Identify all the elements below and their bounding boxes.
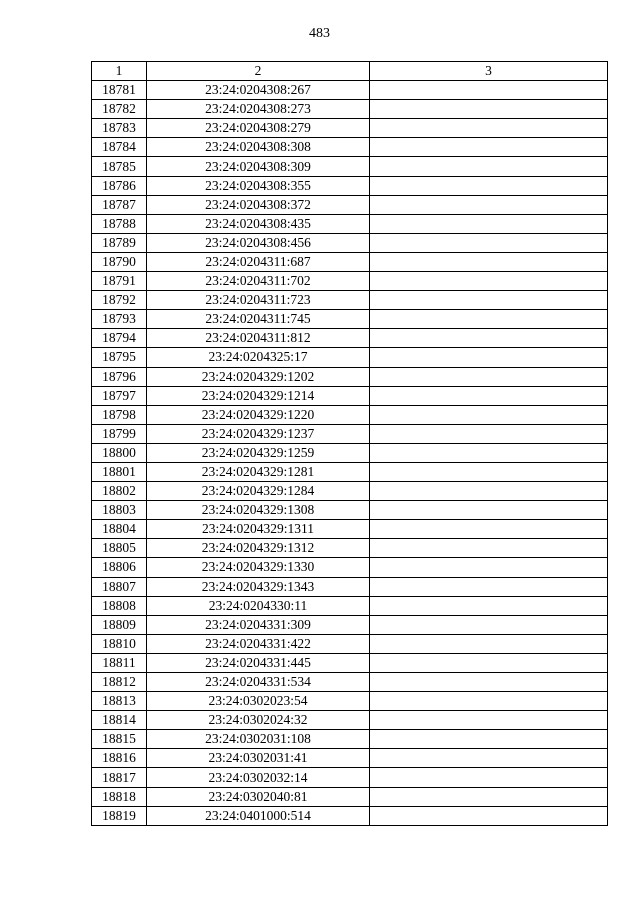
row-number-cell: 18791 [92,272,147,291]
note-cell [370,749,608,768]
row-number-cell: 18809 [92,615,147,634]
table-row [92,787,608,806]
cadastral-number-cell: 23:24:0204329:1237 [147,424,370,443]
cadastral-number-cell: 23:24:0204329:1281 [147,462,370,481]
cadastral-number-cell: 23:24:0204308:355 [147,176,370,195]
table-row [92,214,608,233]
table-header-row [92,62,608,81]
note-cell [370,214,608,233]
column-header-1: 1 [92,62,147,81]
row-number-cell: 18819 [92,806,147,825]
note-cell [370,634,608,653]
table-row [92,482,608,501]
cadastral-number-cell: 23:24:0204311:812 [147,329,370,348]
note-cell [370,577,608,596]
note-cell [370,348,608,367]
cadastral-number-cell: 23:24:0204331:445 [147,653,370,672]
row-number-cell: 18787 [92,195,147,214]
cadastral-number-cell: 23:24:0302024:32 [147,711,370,730]
table-row [92,81,608,100]
row-number-cell: 18802 [92,482,147,501]
note-cell [370,673,608,692]
row-number-cell: 18817 [92,768,147,787]
row-number-cell: 18781 [92,81,147,100]
note-cell [370,539,608,558]
note-cell [370,291,608,310]
table-row [92,749,608,768]
row-number-cell: 18785 [92,157,147,176]
cadastral-number-cell: 23:24:0204331:534 [147,673,370,692]
table-row [92,367,608,386]
row-number-cell: 18798 [92,405,147,424]
cadastral-number-cell: 23:24:0302032:14 [147,768,370,787]
table-row [92,252,608,271]
table-row [92,157,608,176]
note-cell [370,462,608,481]
table-row [92,806,608,825]
cadastral-number-cell: 23:24:0204329:1214 [147,386,370,405]
table-row [92,634,608,653]
note-cell [370,520,608,539]
table-row [92,329,608,348]
cadastral-number-cell: 23:24:0204325:17 [147,348,370,367]
table-row [92,195,608,214]
table-row [92,501,608,520]
note-cell [370,100,608,119]
row-number-cell: 18782 [92,100,147,119]
cadastral-number-cell: 23:24:0302040:81 [147,787,370,806]
table-row [92,711,608,730]
cadastral-number-cell: 23:24:0204308:279 [147,119,370,138]
page-number: 483 [309,26,330,41]
note-cell [370,119,608,138]
row-number-cell: 18806 [92,558,147,577]
cadastral-number-cell: 23:24:0204308:309 [147,157,370,176]
cadastral-number-cell: 23:24:0401000:514 [147,806,370,825]
row-number-cell: 18814 [92,711,147,730]
row-number-cell: 18800 [92,443,147,462]
row-number-cell: 18783 [92,119,147,138]
note-cell [370,730,608,749]
row-number-cell: 18786 [92,176,147,195]
cadastral-number-cell: 23:24:0302031:41 [147,749,370,768]
row-number-cell: 18796 [92,367,147,386]
table-row [92,272,608,291]
cadastral-number-cell: 23:24:0204329:1343 [147,577,370,596]
cadastral-number-cell: 23:24:0204329:1330 [147,558,370,577]
note-cell [370,787,608,806]
row-number-cell: 18813 [92,692,147,711]
table-row [92,462,608,481]
column-header-2: 2 [147,62,370,81]
registry-table [91,61,608,826]
cadastral-number-cell: 23:24:0204311:687 [147,252,370,271]
cadastral-number-cell: 23:24:0204329:1312 [147,539,370,558]
note-cell [370,233,608,252]
cadastral-number-cell: 23:24:0204311:723 [147,291,370,310]
table-row [92,673,608,692]
note-cell [370,501,608,520]
cadastral-number-cell: 23:24:0204329:1311 [147,520,370,539]
table-row [92,539,608,558]
row-number-cell: 18790 [92,252,147,271]
table-row [92,233,608,252]
table-row [92,653,608,672]
cadastral-number-cell: 23:24:0204308:308 [147,138,370,157]
row-number-cell: 18805 [92,539,147,558]
table-row [92,100,608,119]
table-row [92,424,608,443]
table-row [92,692,608,711]
table-row [92,119,608,138]
row-number-cell: 18784 [92,138,147,157]
note-cell [370,405,608,424]
note-cell [370,653,608,672]
cadastral-number-cell: 23:24:0204308:456 [147,233,370,252]
table-row [92,138,608,157]
cadastral-number-cell: 23:24:0302023:54 [147,692,370,711]
note-cell [370,195,608,214]
table-row [92,310,608,329]
table-row [92,405,608,424]
row-number-cell: 18815 [92,730,147,749]
row-number-cell: 18793 [92,310,147,329]
note-cell [370,615,608,634]
table-row [92,558,608,577]
cadastral-number-cell: 23:24:0204308:435 [147,214,370,233]
cadastral-number-cell: 23:24:0204329:1284 [147,482,370,501]
table-row [92,443,608,462]
row-number-cell: 18808 [92,596,147,615]
row-number-cell: 18792 [92,291,147,310]
row-number-cell: 18816 [92,749,147,768]
table-row [92,291,608,310]
row-number-cell: 18788 [92,214,147,233]
cadastral-number-cell: 23:24:0204311:745 [147,310,370,329]
cadastral-number-cell: 23:24:0204308:267 [147,81,370,100]
cadastral-number-cell: 23:24:0204331:422 [147,634,370,653]
note-cell [370,252,608,271]
row-number-cell: 18803 [92,501,147,520]
row-number-cell: 18789 [92,233,147,252]
cadastral-number-cell: 23:24:0204329:1202 [147,367,370,386]
cadastral-number-cell: 23:24:0204331:309 [147,615,370,634]
note-cell [370,424,608,443]
row-number-cell: 18804 [92,520,147,539]
table-row [92,386,608,405]
row-number-cell: 18807 [92,577,147,596]
cadastral-number-cell: 23:24:0204308:273 [147,100,370,119]
row-number-cell: 18810 [92,634,147,653]
row-number-cell: 18812 [92,673,147,692]
table-row [92,596,608,615]
note-cell [370,329,608,348]
note-cell [370,310,608,329]
table-row [92,768,608,787]
table-row [92,520,608,539]
cadastral-number-cell: 23:24:0204330:11 [147,596,370,615]
note-cell [370,806,608,825]
note-cell [370,596,608,615]
row-number-cell: 18801 [92,462,147,481]
row-number-cell: 18818 [92,787,147,806]
row-number-cell: 18811 [92,653,147,672]
note-cell [370,157,608,176]
table-body [92,81,608,826]
note-cell [370,711,608,730]
table-row [92,176,608,195]
note-cell [370,692,608,711]
table-row [92,615,608,634]
table-row [92,577,608,596]
note-cell [370,176,608,195]
cadastral-number-cell: 23:24:0204329:1259 [147,443,370,462]
table-row [92,730,608,749]
note-cell [370,443,608,462]
column-header-3: 3 [370,62,608,81]
note-cell [370,272,608,291]
note-cell [370,768,608,787]
row-number-cell: 18795 [92,348,147,367]
note-cell [370,138,608,157]
cadastral-number-cell: 23:24:0204308:372 [147,195,370,214]
row-number-cell: 18797 [92,386,147,405]
row-number-cell: 18794 [92,329,147,348]
cadastral-number-cell: 23:24:0204329:1220 [147,405,370,424]
cadastral-number-cell: 23:24:0204311:702 [147,272,370,291]
note-cell [370,482,608,501]
note-cell [370,558,608,577]
note-cell [370,367,608,386]
table-row [92,348,608,367]
cadastral-number-cell: 23:24:0302031:108 [147,730,370,749]
cadastral-number-cell: 23:24:0204329:1308 [147,501,370,520]
note-cell [370,386,608,405]
row-number-cell: 18799 [92,424,147,443]
note-cell [370,81,608,100]
